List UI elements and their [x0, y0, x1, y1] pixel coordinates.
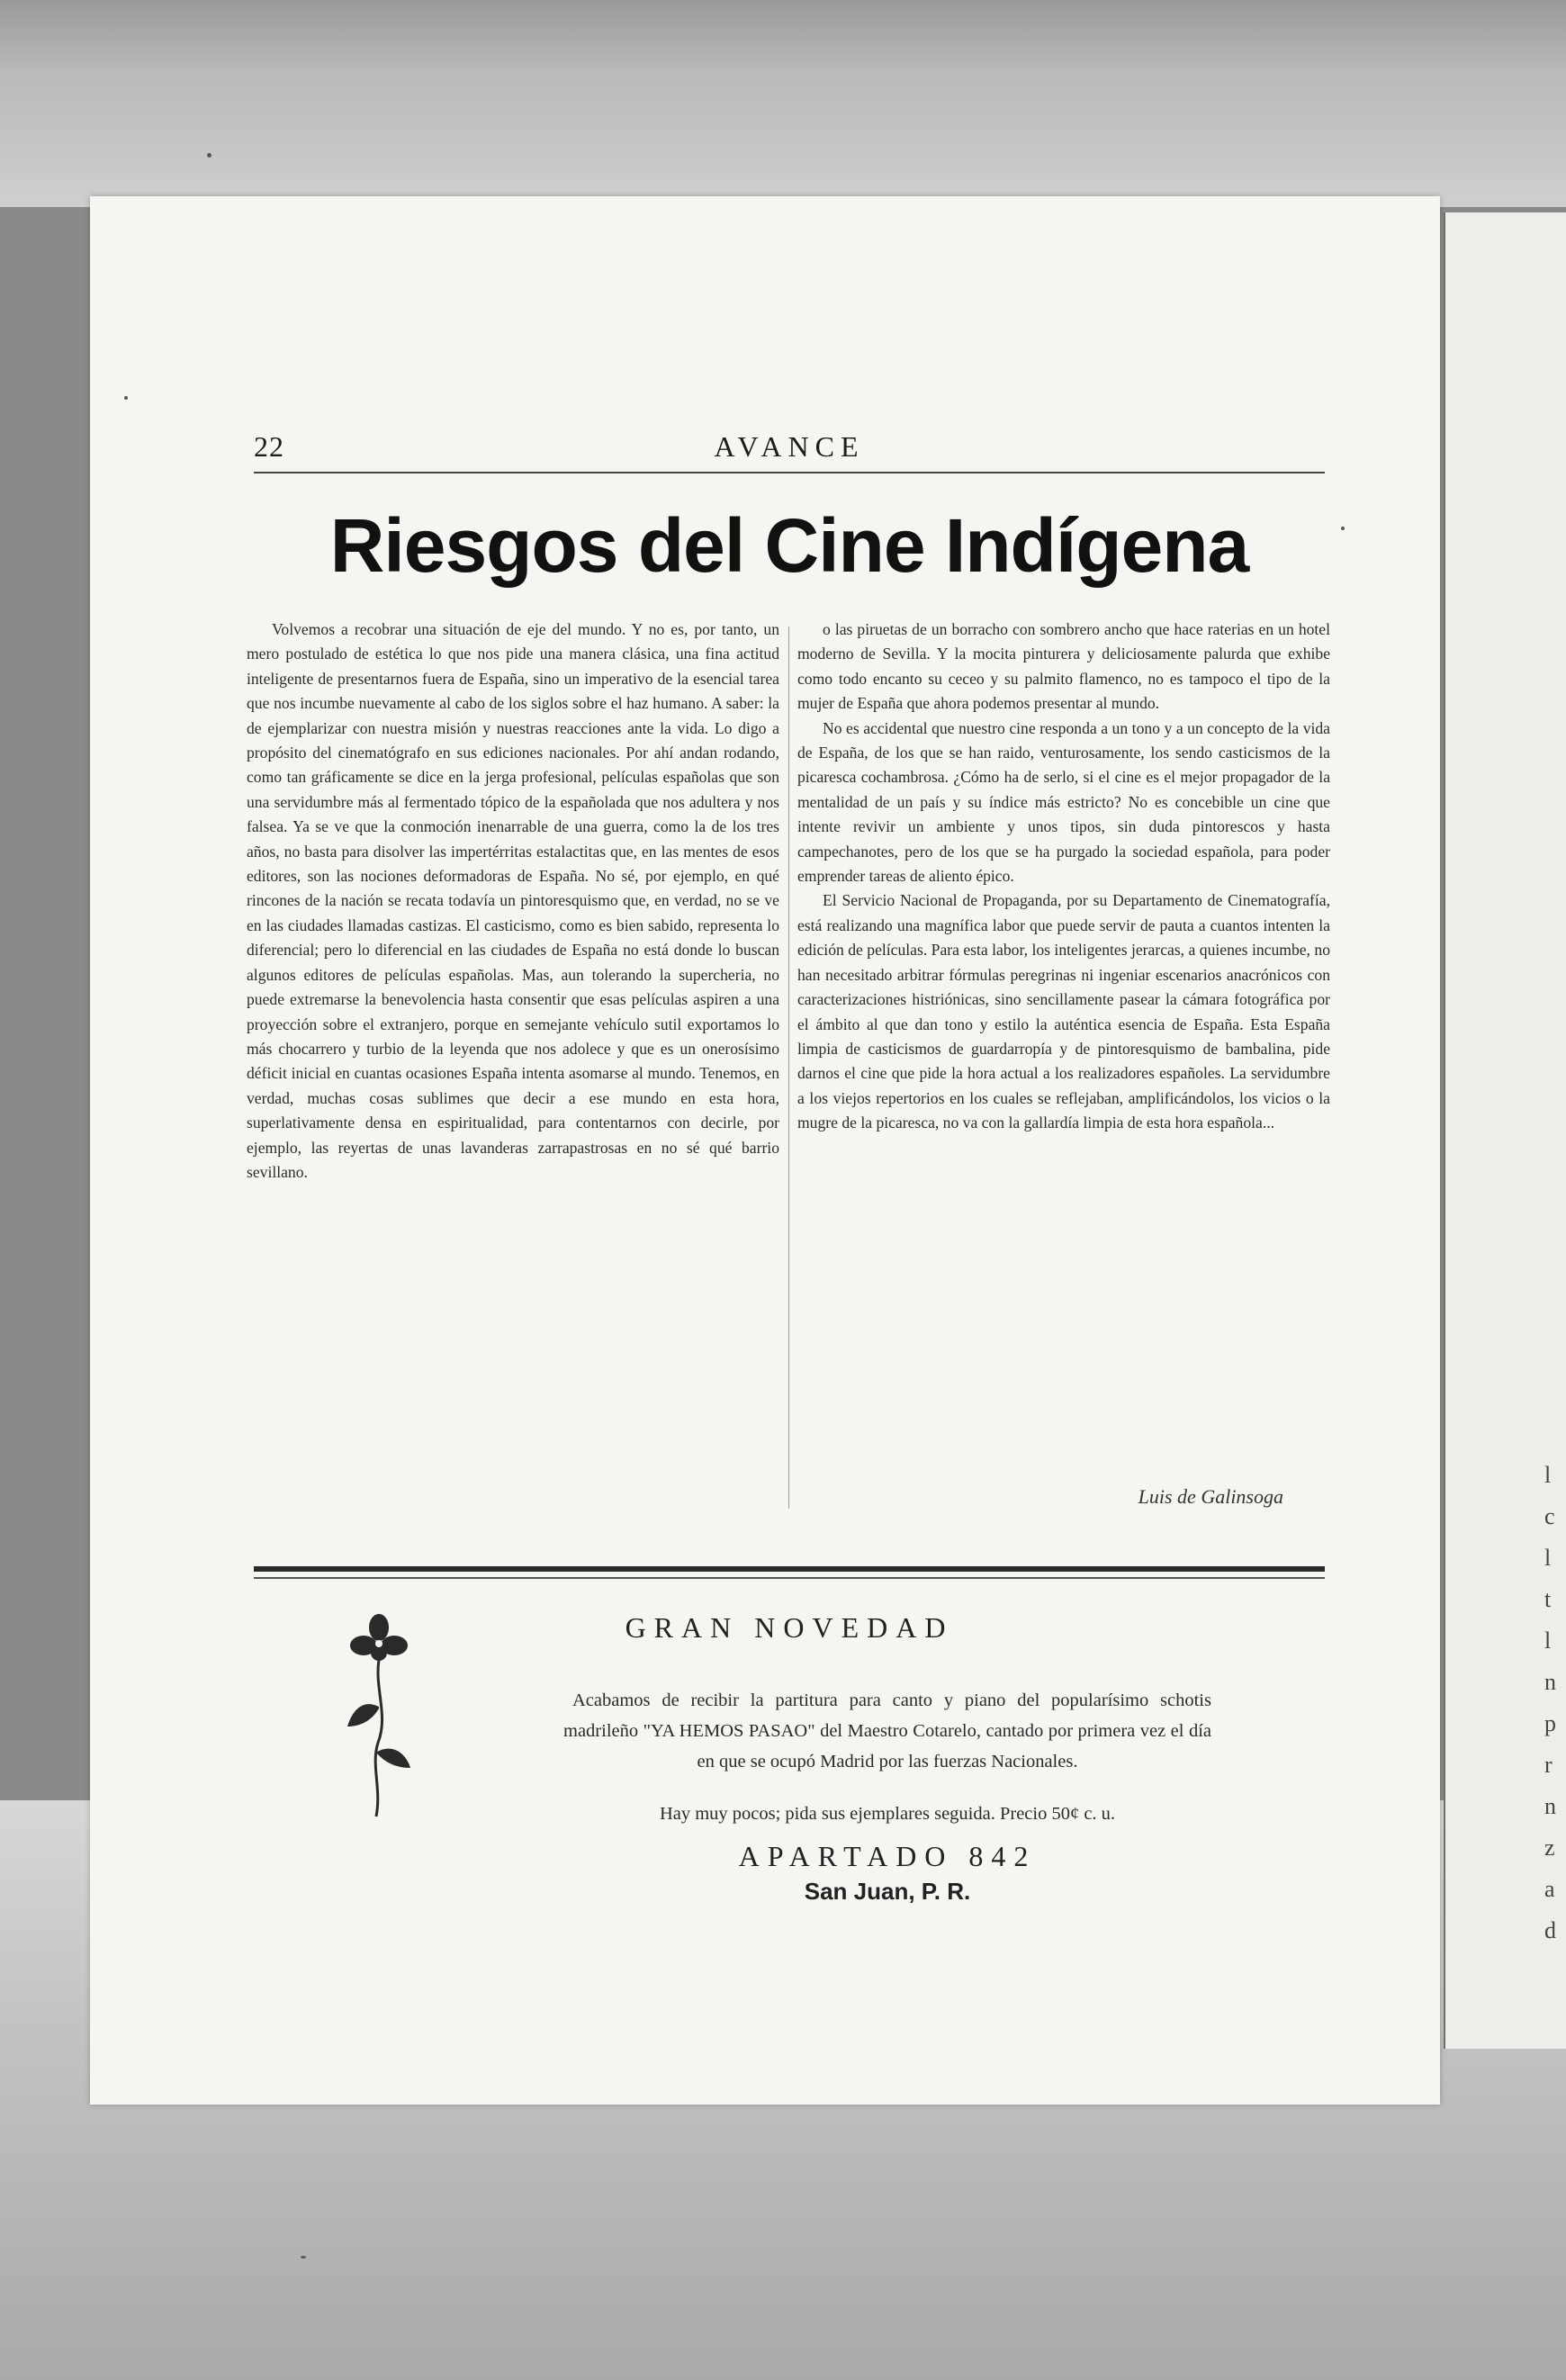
scan-background-top [0, 0, 1566, 207]
author-signature: Luis de Galinsoga [1138, 1485, 1283, 1508]
page-header [254, 430, 1325, 473]
scan-speck [301, 2256, 306, 2258]
adjacent-page-edge [1444, 212, 1566, 2049]
ad-city: San Juan, P. R. [804, 1878, 971, 1905]
article-paragraph: o las piruetas de un borracho con sombrero ancho que hace raterias en un hotel moderno de Sevilla. Y la mocita pinturera y deliciosamente palurda que exhibe como todo encanto su ceceo y su palmito flamenco, no es tampoco el tipo de la mujer de España que ahora podemos presentar al mundo. [797, 620, 1330, 713]
article-left-column [247, 618, 779, 1185]
column-divider [788, 627, 789, 1509]
scan-speck [1341, 527, 1345, 530]
article-right-column [797, 618, 1330, 1136]
ad-stock-note: Hay muy pocos; pida sus ejemplares seguida. Precio 50¢ c. u. [659, 1804, 1116, 1824]
ad-body-text: Acabamos de recibir la partitura para canto y piano del popularísimo schotis madrileño "YA HEMOS PASAO" del Maestro Cotarelo, cantado por primera vez el día en que se ocupó Madrid por las fuerzas Nacionales. [563, 1690, 1211, 1771]
ad-body [563, 1685, 1211, 1777]
magazine-name: AVANCE [714, 430, 865, 463]
article-paragraph: No es accidental que nuestro cine responda a un tono y a un concepto de la vida de España, de los que se han raido, venturosamente, los sendo casticismos de la picaresca cochambrosa. ¿Cómo ha de serlo, si el cine es el mejor propagador de la mentalidad de un país y su índice más estricto? No es concebible un cine que intente revivir un ambiente y unos tipos, sin duda pintorescos y hasta campechanotes, pero de los que se ha purgado la sociedad española, para poder emprender tareas de aliento épico. [797, 718, 1330, 886]
adjacent-page-fragments: l c l t l n p r n z a d [1544, 1462, 1556, 1943]
article-paragraph: El Servicio Nacional de Propaganda, por su Departamento de Cinematografía, está realizando una magnífica labor que puede servir de pauta a cuantos intenten la edición de películas. Para esta labor, los inteligentes jerarcas, a quienes incumbe, no han necesitado arbitrar fórmulas peregrinas ni ingeniar escenarios anacrónicos con caracterizaciones histriónicas, sino sencillamente pasear la cámara fotográfica por el ámbito al que dan tono y estilo la auténtica esencia de España. Esta España limpia de casticismos de guardarropía y de pintoresquismo de bambalina, pide darnos el cine que pide la hora actual a los realizadores españoles. La servidumbre a los viejos repertorios en los cuales se reflejaban, amplificándolos, los vicios o la mugre de la picaresca, no va con la gallardía limpia de esta hora española... [797, 891, 1330, 1132]
ad-address: APARTADO 842 [738, 1840, 1037, 1872]
section-rule-thick [254, 1566, 1325, 1572]
ad-heading: GRAN NOVEDAD [625, 1611, 954, 1644]
flower-ornament-icon [338, 1608, 419, 1824]
scan-speck [207, 153, 212, 158]
scan-speck [124, 396, 128, 400]
article-title: Riesgos del Cine Indígena [329, 503, 1249, 588]
article-paragraph: Volvemos a recobrar una situación de eje del mundo. Y no es, por tanto, un mero postulado de estética lo que nos pide una manera clásica, una fina actitud inteligente de presentarnos fuera de España, sino un imperativo de la esencial tarea que nos incumbe nuevamente al cabo de los siglos sobre el haz humano. A saber: la de ejemplarizar con nuestra misión y nuestras reacciones ante la vida. Lo digo a propósito del cinematógrafo en sus ediciones nacionales. Por ahí andan rodando, como tan gráficamente se dice en la jerga profesional, películas españolas que son una servidumbre más al fermentado tópico de la españolada que nos adultera y nos falsea. Ya se ve que la conmoción inenarrable de una guerra, como la de los tres años, no basta para disolver las impertérritas estalactitas que, en las mentes de esos editores, son las nociones deformadoras de España. No sé, por ejemplo, en qué rincones de la nación se recata todavía un pintoresquismo que, en verdad, no se ve en las ciudades llamadas castizas. El casticismo, como es bien sabido, representa lo diferencial; pero lo diferencial en las ciudades de España no está donde lo buscan algunos editores de películas españolas. Mas, aun tolerando la supercheria, no puede extremarse la benevolencia hasta consentir que esas películas aspiren a una proyección sobre el extranjero, porque en semejante vehículo sutil exportamos lo más chocarrero y turbio de la leyenda que nos adolece y que es un onerosísimo déficit inicial en cuantas ocasiones España intenta asomarse al mundo. Tenemos, en verdad, muchas cosas sublimes que decir a ese mundo en esta hora, superlativamente densa en espiritualidad, para contentarnos con decirle, por ejemplo, las reyertas de unas lavanderas zarrapastrosas en no sé qué barrio sevillano. [247, 620, 779, 1181]
section-rule-thin [254, 1577, 1325, 1579]
page-number: 22 [254, 430, 284, 463]
